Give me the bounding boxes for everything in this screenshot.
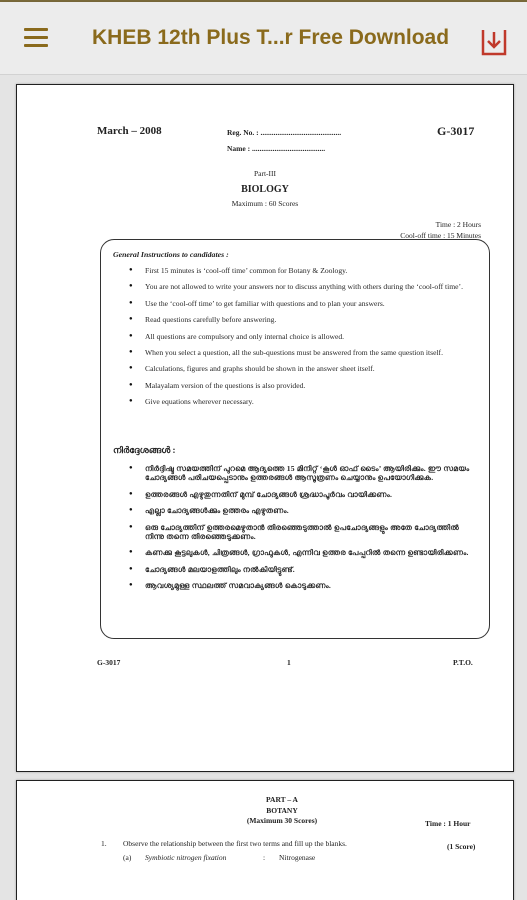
malayalam-instruction-item: ● ചോദ്യങ്ങൾ മലയാളത്തിലും നൽകിയിട്ടുണ്ട്. bbox=[101, 565, 489, 574]
cooloff-label: Cool-off time : 15 Minutes bbox=[400, 231, 481, 240]
malayalam-instruction-item: ● ആവശ്യമുള്ള സ്ഥലത്ത് സമവാക്യങ്ങൾ കൊടുക്കണം. bbox=[101, 581, 489, 590]
malayalam-instruction-item: ● ഉത്തരങ്ങൾ എഴുതുന്നതിന് മുമ്പ് ചോദ്യങ്ങൾ ശ്രദ്ധാപൂർവം വായിക്കണം. bbox=[101, 490, 489, 499]
instruction-item: ● Calculations, figures and graphs should be shown in the answer sheet itself. bbox=[101, 364, 489, 373]
malayalam-instructions-title: നിർദ്ദേശങ്ങൾ : bbox=[113, 445, 176, 455]
part-a-max: (Maximum 30 Scores) bbox=[246, 816, 318, 825]
exam-date: March – 2008 bbox=[97, 125, 162, 137]
malayalam-instruction-item: ● ഒരു ചോദ്യത്തിന് ഉത്തരമെഴുതാൻ തിരഞ്ഞെടുത്താൽ ഉപചോദ്യങ്ങളും അതേ ചോദ്യത്തിൽ നിന്നു തന്നെ തിരഞ്ഞെടുക്കണം. bbox=[101, 523, 489, 542]
time-label: Time : 2 Hours bbox=[435, 220, 481, 229]
instruction-item: ● Read questions carefully before answering. bbox=[101, 315, 489, 324]
question-score: (1 Score) bbox=[447, 842, 476, 851]
sub-question-answer: Nitrogenase bbox=[279, 853, 316, 862]
malayalam-instructions-list bbox=[101, 464, 489, 598]
footer-page-number: 1 bbox=[287, 658, 291, 667]
instruction-item: ● You are not allowed to write your answers nor to discuss anything with others during the ‘cool-off time’. bbox=[101, 282, 489, 291]
instructions-box bbox=[100, 239, 490, 639]
sub-question-label: (a) bbox=[123, 853, 132, 862]
footer-code: G-3017 bbox=[97, 658, 121, 667]
botany-title: BOTANY bbox=[266, 806, 298, 815]
malayalam-instruction-item: ● കണക്കു കൂട്ടലുകൾ, ചിത്രങ്ങൾ, ഗ്രാഫുകൾ, എന്നിവ ഉത്തര പേപ്പറിൽ തന്നെ ഉണ്ടായിരിക്കണം. bbox=[101, 548, 489, 557]
instructions-list bbox=[101, 266, 489, 414]
instruction-item: ● Give equations wherever necessary. bbox=[101, 397, 489, 406]
part-label: Part-III bbox=[253, 169, 277, 178]
question-text: Observe the relationship between the first two terms and fill up the blanks. bbox=[123, 839, 347, 848]
pdf-viewer[interactable] bbox=[0, 75, 527, 900]
sub-question-text: Symbiotic nitrogen fixation bbox=[145, 853, 227, 862]
instruction-item: ● First 15 minutes is ‘cool-off time’ common for Botany & Zoology. bbox=[101, 266, 489, 275]
part-a-time: Time : 1 Hour bbox=[425, 819, 471, 828]
instructions-title: General Instructions to candidates : bbox=[113, 250, 229, 259]
pdf-page-2 bbox=[16, 780, 514, 900]
hamburger-menu-icon[interactable] bbox=[24, 28, 48, 48]
name-field: Name : ....................................... bbox=[227, 144, 326, 153]
malayalam-instruction-item: ● എല്ലാ ചോദ്യങ്ങൾക്കും ഉത്തരം എഴുതണം. bbox=[101, 506, 489, 515]
question-number: 1. bbox=[101, 839, 107, 848]
subject-title: BIOLOGY bbox=[241, 184, 289, 195]
instruction-item: ● Use the ‘cool-off time’ to get familiar with questions and to plan your answers. bbox=[101, 299, 489, 308]
instruction-item: ● All questions are compulsory and only internal choice is allowed. bbox=[101, 332, 489, 341]
max-scores: Maximum : 60 Scores bbox=[231, 199, 299, 208]
instruction-item: ● Malayalam version of the questions is also provided. bbox=[101, 381, 489, 390]
footer-pto: P.T.O. bbox=[453, 658, 473, 667]
pdf-page-1 bbox=[16, 84, 514, 772]
reg-no-field: Reg. No. : ........................................... bbox=[227, 128, 342, 137]
instruction-item: ● When you select a question, all the sub-questions must be answered from the same question itself. bbox=[101, 348, 489, 357]
app-bar bbox=[0, 2, 527, 75]
sub-question-separator: : bbox=[263, 853, 266, 862]
app-title: KHEB 12th Plus T...r Free Download bbox=[92, 26, 450, 49]
download-icon[interactable] bbox=[478, 26, 510, 58]
paper-code: G-3017 bbox=[437, 124, 475, 138]
malayalam-instruction-item: ● നിർദ്ദിഷ്ട സമയത്തിന് പുറമെ ആദ്യത്തെ 15 മിനിറ്റ് ‘കൂൾ ഓഫ് ടൈം’ ആയിരിക്കും. ഈ സമയം ചോദ്യങ്ങൾ പരിചയപ്പെടാനും ഉത്തരങ്ങൾ ആസൂത്രണം ചെയ്യാനും ഉപയോഗിക്കുക. bbox=[101, 464, 489, 483]
part-a-label: PART – A bbox=[266, 795, 298, 804]
